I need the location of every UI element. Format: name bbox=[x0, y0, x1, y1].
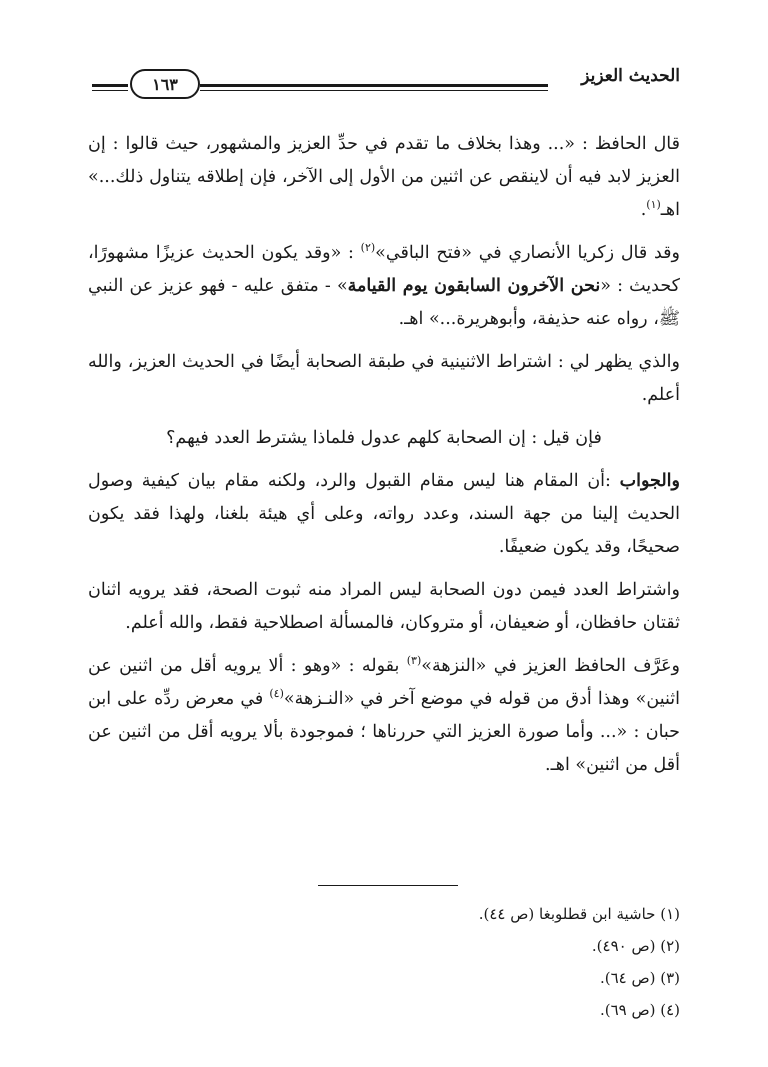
text-run: . bbox=[640, 200, 647, 220]
text-run: وعَرَّف الحافظ العزيز في «النزهة» bbox=[421, 656, 681, 676]
header-rule-right bbox=[200, 84, 548, 87]
paragraph bbox=[88, 237, 680, 336]
paragraph bbox=[88, 128, 680, 227]
footnote: (٤) (ص ٦٩). bbox=[599, 1001, 680, 1019]
text-run: نحن الآخرون السابقون يوم القيامة bbox=[347, 276, 601, 296]
text-run: :أن المقام هنا ليس مقام القبول والرد، ولكنه مقام بيان كيفية وصول الحديث إلينا من جهة السند، وعدد رواته، وعلى أي هيئة بلغنا، ولهذا فقد يكون صحيحًا، وقد يكون ضعيفًا. bbox=[88, 471, 680, 557]
footnote: (٢) (ص ٤٩٠). bbox=[591, 937, 680, 955]
text-run: واشتراط العدد فيمن دون الصحابة ليس المراد منه ثبوت الصحة، فقد يرويه اثنان ثقتان حافظان، أو ضعيفان، أو متروكان، فالمسألة اصطلاحية فقط، والله أعلم. bbox=[88, 580, 680, 633]
footnote: (٣) (ص ٦٤). bbox=[599, 969, 680, 987]
footnote-ref: (٣) bbox=[406, 654, 422, 668]
text-run: : «وقد يكون الحديث عزيزًا مشهورًا، كحديث : « bbox=[88, 243, 680, 296]
page-number: ١٦٣ bbox=[130, 69, 200, 99]
footnote-ref: (١) bbox=[646, 198, 661, 212]
paragraph bbox=[88, 465, 680, 564]
main-text bbox=[88, 128, 680, 792]
footnotes bbox=[88, 898, 680, 1026]
header-rule-left bbox=[92, 84, 128, 87]
text-run: بقوله : «وهو : ألا يرويه أقل من اثنين عن اثنين» وهذا أدق من قوله في موضع آخر في «النـزهة» bbox=[88, 656, 680, 709]
running-title: الحديث العزيز bbox=[581, 66, 680, 86]
text-run: في معرض ردِّه على ابن حبان : «... وأما صورة العزيز التي حررناها ؛ فموجودة بألا يرويه أقل من اثنين عن أقل من اثنين» اهـ. bbox=[88, 689, 680, 775]
text-run: قال الحافظ : «... وهذا بخلاف ما تقدم في حدِّ العزيز والمشهور، حيث قالوا : إن العزيز لابد فيه أن لاينقص عن اثنين من الأول إلى الآخر، فإن إطلاقه يتناول ذلك...» اهـ bbox=[88, 134, 680, 220]
paragraph bbox=[88, 346, 680, 412]
footnote-ref: (٢) bbox=[360, 241, 376, 255]
footnote-separator bbox=[318, 885, 458, 886]
paragraph bbox=[88, 574, 680, 640]
paragraph bbox=[88, 650, 680, 782]
text-run: » - متفق عليه - فهو عزيز عن النبي ﷺ، رواه عنه حذيفة، وأبوهريرة...» اهـ. bbox=[88, 276, 680, 329]
text-run: فإن قيل : إن الصحابة كلهم عدول فلماذا يشترط العدد فيهم؟ bbox=[166, 428, 602, 448]
paragraph bbox=[88, 422, 680, 455]
footnote: (١) حاشية ابن قطلوبغا (ص ٤٤). bbox=[478, 905, 680, 923]
footnote-ref: (٤) bbox=[269, 687, 284, 701]
header-rule-left-thin bbox=[92, 90, 128, 91]
text-run: وقد قال زكريا الأنصاري في «فتح الباقي» bbox=[375, 243, 680, 263]
page-header bbox=[92, 62, 680, 102]
header-rule-right-thin bbox=[200, 90, 548, 91]
text-run: والجواب bbox=[619, 471, 680, 491]
text-run: والذي يظهر لي : اشتراط الاثنينية في طبقة الصحابة أيضًا في الحديث العزيز، والله أعلم. bbox=[88, 352, 680, 405]
